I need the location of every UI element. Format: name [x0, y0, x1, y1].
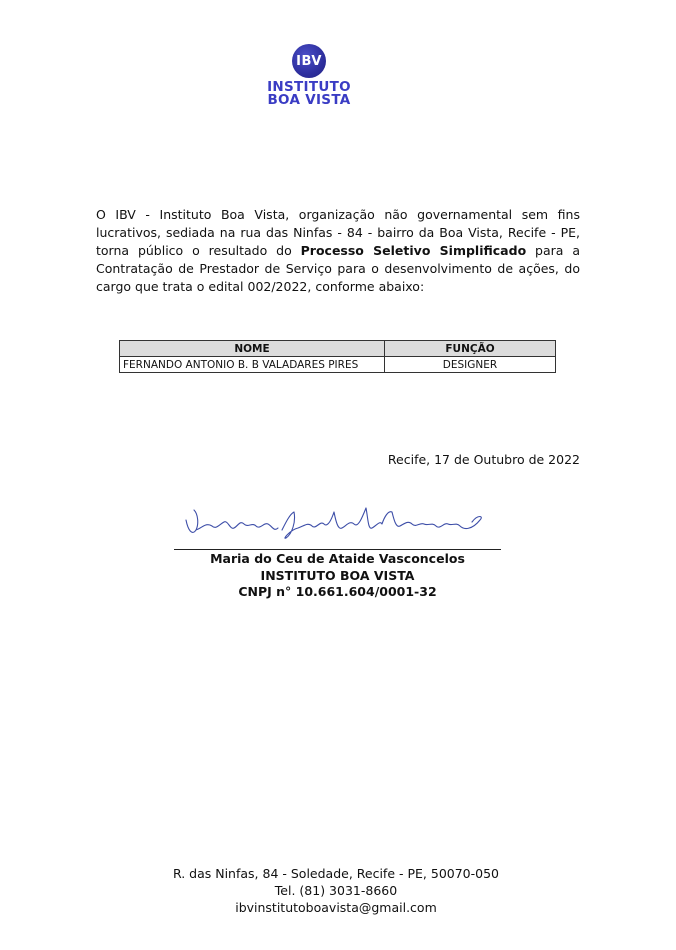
announcement-paragraph — [96, 206, 580, 296]
footer-phone: Tel. (81) 3031-8660 — [274, 883, 398, 898]
table-row — [120, 357, 556, 373]
ibv-logo — [266, 44, 352, 107]
header-nome: NOME — [120, 341, 385, 357]
logo-line-2: BOA VISTA — [267, 92, 351, 108]
logo-emblem — [292, 44, 326, 78]
table-header-row — [120, 341, 556, 357]
cell-name: FERNANDO ANTONIO B. B VALADARES PIRES — [120, 357, 385, 373]
signer-cnpj: CNPJ n° 10.661.604/0001-32 — [238, 584, 437, 599]
document-date: Recife, 17 de Outubro de 2022 — [387, 452, 580, 467]
result-table — [119, 340, 556, 373]
signer-org: INSTITUTO BOA VISTA — [260, 567, 415, 583]
paragraph-intro: O IBV - Instituto Boa Vista, organização não governamental sem fins lucrativos, sediada na rua das Ninfas - 84 - bairro da Boa Vista, Recife - PE, torna público o resultado do — [96, 207, 580, 258]
signer-block — [174, 551, 501, 601]
cell-function: DESIGNER — [385, 357, 556, 373]
logo-line-1: INSTITUTO — [267, 79, 351, 95]
footer-address: R. das Ninfas, 84 - Soledade, Recife - PE, 50070-050 — [172, 866, 500, 881]
logo-wordmark — [266, 81, 352, 107]
paragraph-rest: para a Contratação de Prestador de Serviço para o desenvolvimento de ações, do cargo que trata o edital 002/2022, conforme abaixo: — [96, 243, 580, 294]
footer-contact — [136, 865, 536, 916]
paragraph-bold-title: Processo Seletivo Simplificado — [300, 243, 527, 258]
header-funcao: FUNÇÃO — [385, 341, 556, 357]
footer-email: ibvinstitutoboavista@gmail.com — [235, 900, 437, 915]
signature-line — [174, 549, 501, 550]
signer-name: Maria do Ceu de Ataide Vasconcelos — [210, 551, 465, 566]
handwritten-signature — [182, 500, 492, 548]
logo-monogram: IBV — [296, 53, 322, 69]
